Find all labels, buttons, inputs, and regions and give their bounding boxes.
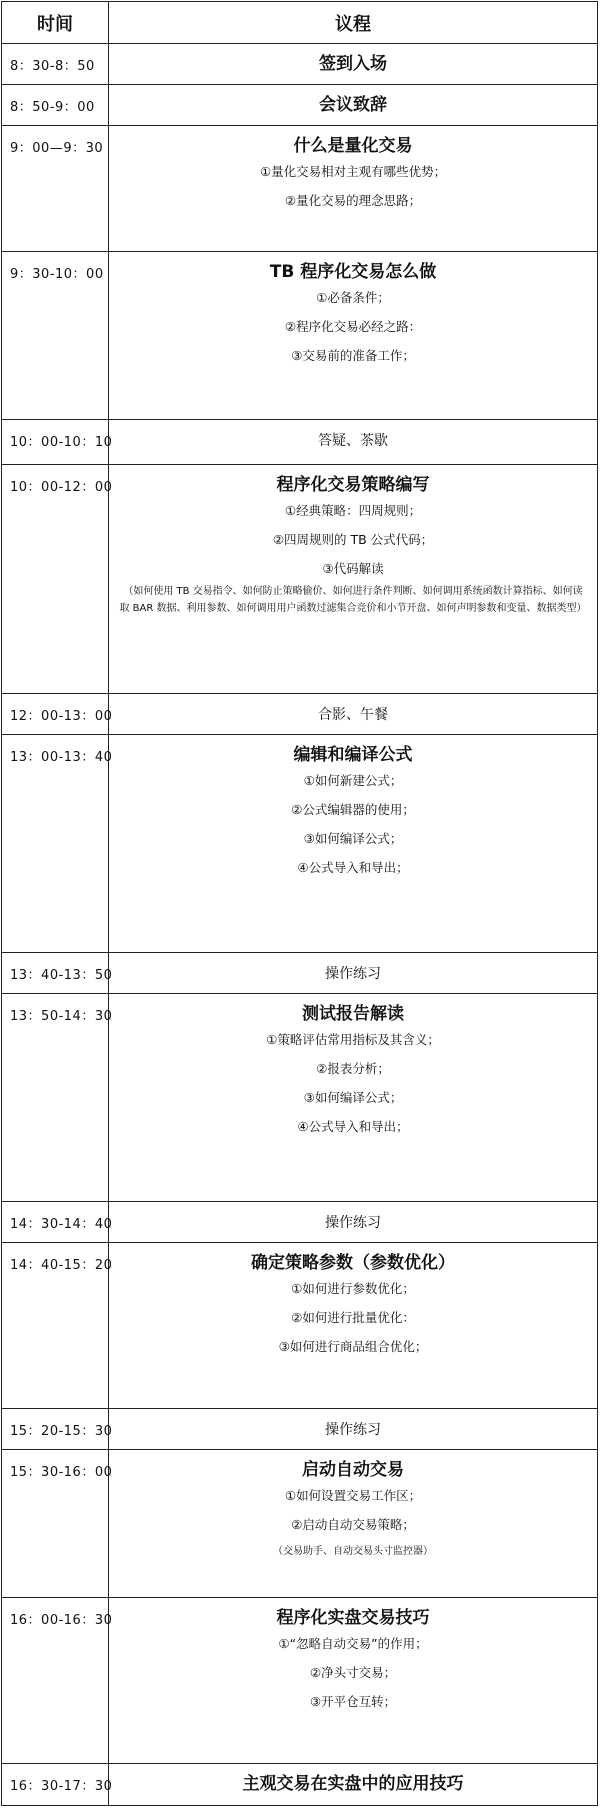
session-time: 16：30-17：30 xyxy=(2,1764,109,1806)
session-topics xyxy=(109,1481,597,1534)
session-topic: ③如何编译公式； xyxy=(303,831,403,846)
session-topic: ④公式导入和导出； xyxy=(297,860,409,875)
session-title: 编辑和编译公式 xyxy=(293,745,413,765)
session-content xyxy=(109,1409,598,1450)
session-topic: ②净头寸交易； xyxy=(309,1665,397,1680)
session-time: 13：50-14：30 xyxy=(2,994,109,1202)
session-content xyxy=(109,1243,598,1409)
session-topic: ②程序化交易必经之路： xyxy=(284,319,422,334)
session-topics xyxy=(109,157,597,210)
session-topic: ③如何进行商品组合优化； xyxy=(278,1339,428,1354)
session-time: 15：20-15：30 xyxy=(2,1409,109,1450)
session-title: 会议致辞 xyxy=(319,95,387,115)
session-topic: ①如何设置交易工作区； xyxy=(284,1488,422,1503)
session-title: TB 程序化交易怎么做 xyxy=(269,262,437,282)
time-column-header: 时间 xyxy=(2,2,109,44)
agenda-body xyxy=(2,44,598,1806)
session-content xyxy=(109,44,598,85)
session-time: 15：30-16：00 xyxy=(2,1450,109,1598)
agenda-row xyxy=(2,465,598,694)
session-time: 8：50-9：00 xyxy=(2,85,109,126)
session-topic: ③代码解读 xyxy=(322,561,384,576)
session-content xyxy=(109,465,598,694)
session-topic: ①如何新建公式； xyxy=(303,773,403,788)
session-content xyxy=(109,994,598,1202)
session-time: 16：00-16：30 xyxy=(2,1598,109,1764)
session-topic: ①量化交易相对主观有哪些优势； xyxy=(259,164,447,179)
session-topic: ①“忽略自动交易”的作用； xyxy=(278,1636,428,1651)
session-time: 14：40-15：20 xyxy=(2,1243,109,1409)
session-time: 8：30-8：50 xyxy=(2,44,109,85)
session-topics xyxy=(109,766,597,877)
agenda-row xyxy=(2,735,598,953)
agenda-row xyxy=(2,1409,598,1450)
session-title: 程序化交易策略编写 xyxy=(276,475,430,495)
session-title: 启动自动交易 xyxy=(302,1460,404,1480)
session-title: 主观交易在实盘中的应用技巧 xyxy=(242,1774,464,1794)
session-time: 9：00—9：30 xyxy=(2,126,109,252)
session-topic: ②报表分析； xyxy=(316,1061,390,1076)
session-topic: ③开平仓互转； xyxy=(309,1694,397,1709)
session-topics xyxy=(109,1025,597,1136)
session-time: 14：30-14：40 xyxy=(2,1202,109,1243)
session-title: 确定策略参数（参数优化） xyxy=(251,1253,455,1273)
session-title: 操作练习 xyxy=(325,1422,381,1438)
session-title: 操作练习 xyxy=(325,966,381,982)
agenda-row xyxy=(2,252,598,420)
agenda-row xyxy=(2,1243,598,1409)
header-row xyxy=(2,2,598,44)
session-content xyxy=(109,126,598,252)
agenda-row xyxy=(2,85,598,126)
session-topic: ①如何进行参数优化； xyxy=(291,1281,415,1296)
session-time: 13：00-13：40 xyxy=(2,735,109,953)
session-time: 10：00-12：00 xyxy=(2,465,109,694)
session-note: （如何使用 TB 交易指令、如何防止策略偷价、如何进行条件判断、如何调用系统函数计算指标、如何读取 BAR 数据、利用参数、如何调用用户函数过滤集合竞价和小节开盘、如何声明参数和变量、数据类型） xyxy=(119,586,587,614)
session-content xyxy=(109,85,598,126)
agenda-row xyxy=(2,953,598,994)
agenda-row xyxy=(2,126,598,252)
session-topic: ②启动自动交易策略； xyxy=(291,1517,415,1532)
session-topic: ③如何编译公式； xyxy=(303,1090,403,1105)
session-topic: ②公式编辑器的使用； xyxy=(291,802,415,817)
session-topic: ①必备条件； xyxy=(316,290,390,305)
session-topic: ②量化交易的理念思路； xyxy=(284,193,422,208)
session-content xyxy=(109,735,598,953)
session-topics xyxy=(109,283,597,365)
agenda-row xyxy=(2,1202,598,1243)
agenda-row xyxy=(2,694,598,735)
session-time: 12：00-13：00 xyxy=(2,694,109,735)
agenda-table xyxy=(1,1,598,1806)
agenda-row xyxy=(2,1764,598,1806)
session-time: 10：00-10：10 xyxy=(2,420,109,465)
agenda-row xyxy=(2,420,598,465)
session-title: 签到入场 xyxy=(319,54,387,74)
session-topics xyxy=(109,1274,597,1356)
session-content xyxy=(109,420,598,465)
session-time: 9：30-10：00 xyxy=(2,252,109,420)
session-topic: ①经典策略：四周规则； xyxy=(284,503,422,518)
session-title: 合影、午餐 xyxy=(318,707,388,723)
agenda-row xyxy=(2,44,598,85)
session-topics xyxy=(109,1629,597,1711)
session-content xyxy=(109,1450,598,1598)
agenda-row xyxy=(2,1598,598,1764)
session-topic: ④公式导入和导出； xyxy=(297,1119,409,1134)
agenda-row xyxy=(2,1450,598,1598)
session-title: 操作练习 xyxy=(325,1215,381,1231)
session-content xyxy=(109,1598,598,1764)
session-title: 程序化实盘交易技巧 xyxy=(276,1608,430,1628)
session-content xyxy=(109,1202,598,1243)
session-topic: ②如何进行批量优化： xyxy=(291,1310,415,1325)
session-content xyxy=(109,252,598,420)
session-topic: ②四周规则的 TB 公式代码； xyxy=(272,532,434,547)
session-content xyxy=(109,1764,598,1806)
session-title: 答疑、茶歇 xyxy=(318,433,388,449)
agenda-column-header: 议程 xyxy=(109,2,598,44)
session-topic: ③交易前的准备工作； xyxy=(291,348,415,363)
session-note: （交易助手、自动交易头寸监控器） xyxy=(273,1546,433,1557)
session-topic: ①策略评估常用指标及其含义； xyxy=(266,1032,440,1047)
agenda-row xyxy=(2,994,598,1202)
session-topics xyxy=(109,496,597,578)
session-title: 测试报告解读 xyxy=(302,1004,404,1024)
session-time: 13：40-13：50 xyxy=(2,953,109,994)
session-title: 什么是量化交易 xyxy=(293,136,413,156)
session-content xyxy=(109,694,598,735)
session-content xyxy=(109,953,598,994)
